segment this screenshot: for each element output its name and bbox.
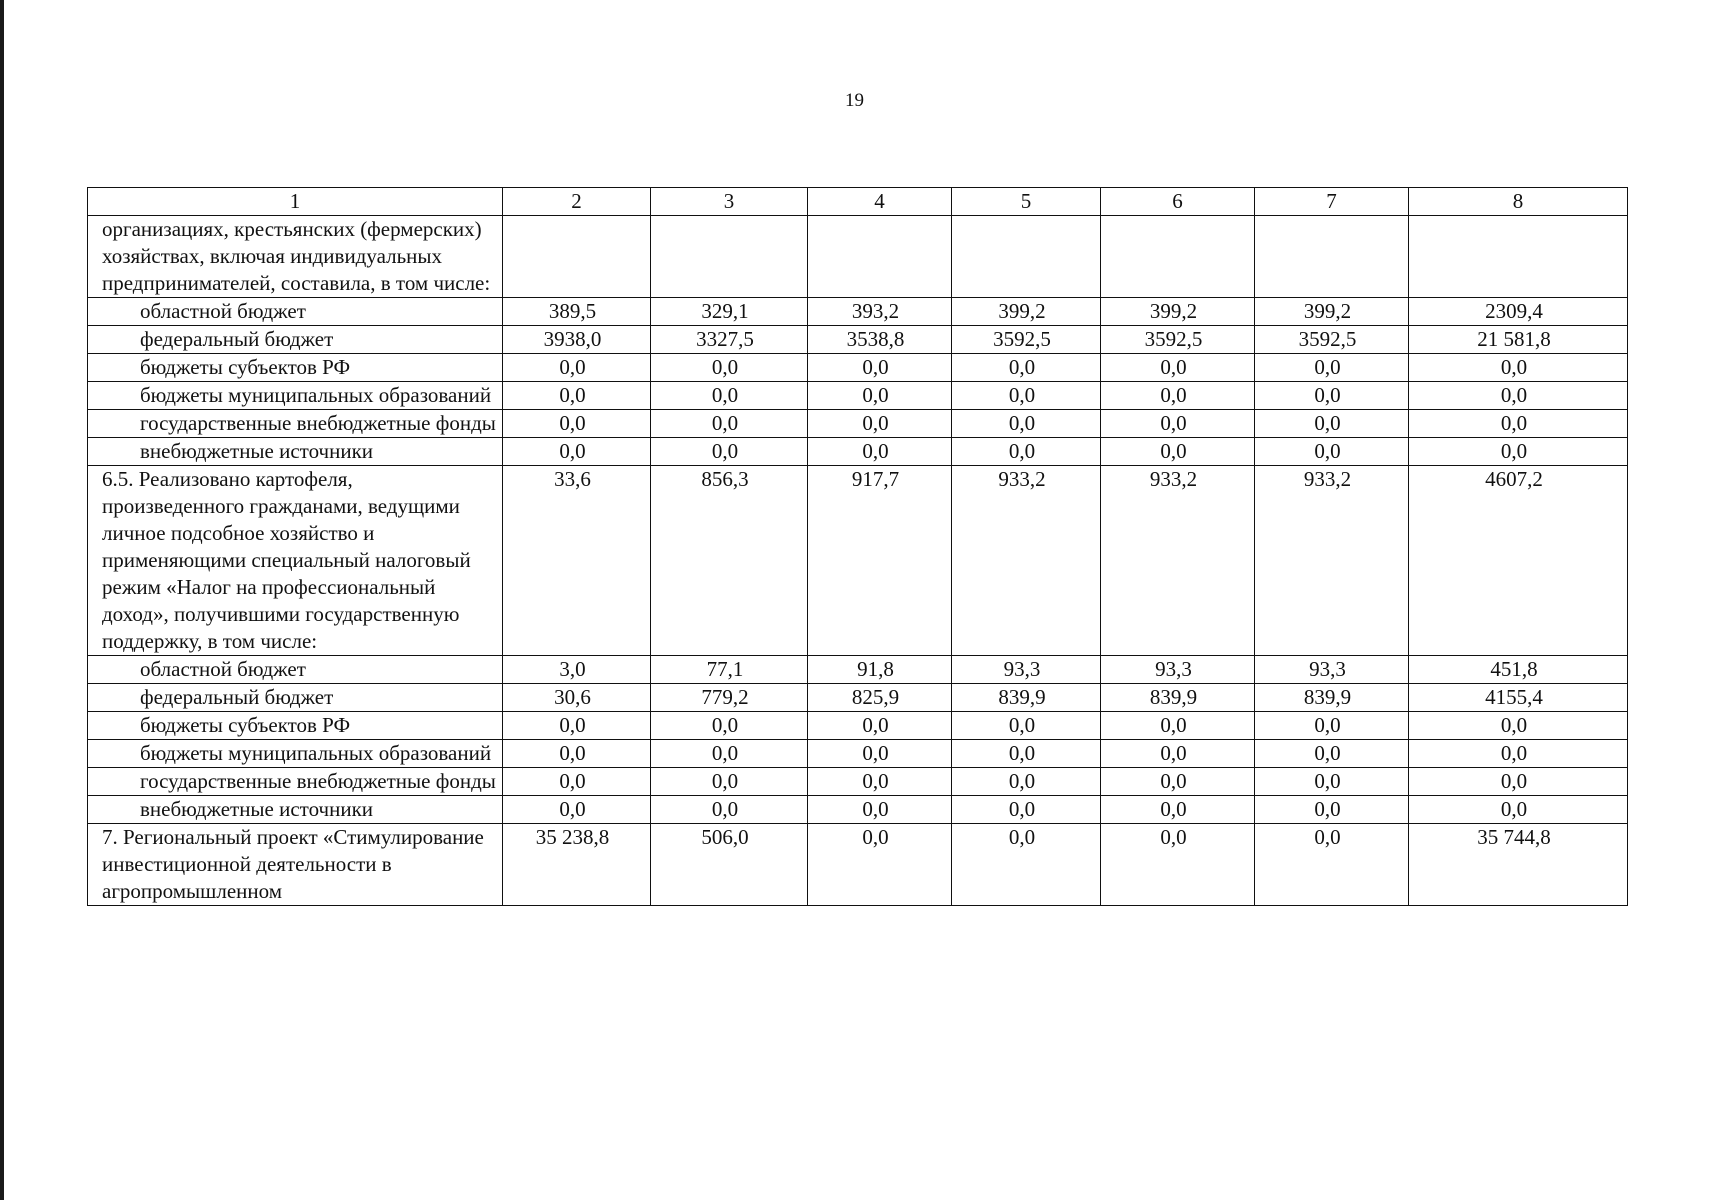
cell-value: 77,1 — [651, 656, 808, 684]
cell-value: 0,0 — [808, 354, 952, 382]
cell-value: 0,0 — [503, 768, 651, 796]
table-row — [88, 382, 1628, 410]
cell-value: 4155,4 — [1409, 684, 1628, 712]
row-label: областной бюджет — [88, 656, 503, 684]
cell-value: 389,5 — [503, 298, 651, 326]
cell-value: 0,0 — [503, 796, 651, 824]
cell-value: 933,2 — [1101, 466, 1255, 656]
column-header: 6 — [1101, 188, 1255, 216]
column-header: 8 — [1409, 188, 1628, 216]
cell-value — [1255, 216, 1409, 298]
cell-value — [952, 216, 1101, 298]
cell-value: 399,2 — [952, 298, 1101, 326]
cell-value: 393,2 — [808, 298, 952, 326]
cell-value: 0,0 — [952, 712, 1101, 740]
cell-value: 0,0 — [1409, 796, 1628, 824]
cell-value: 0,0 — [808, 410, 952, 438]
cell-value: 0,0 — [808, 438, 952, 466]
cell-value: 3592,5 — [1101, 326, 1255, 354]
cell-value: 93,3 — [1101, 656, 1255, 684]
cell-value: 839,9 — [1101, 684, 1255, 712]
row-label: бюджеты муниципальных образований — [88, 740, 503, 768]
cell-value: 35 744,8 — [1409, 824, 1628, 906]
row-label: государственные внебюджетные фонды — [88, 768, 503, 796]
cell-value: 4607,2 — [1409, 466, 1628, 656]
cell-value: 3,0 — [503, 656, 651, 684]
cell-value: 0,0 — [1409, 768, 1628, 796]
table-row — [88, 438, 1628, 466]
row-label: бюджеты муниципальных образований — [88, 382, 503, 410]
row-label: федеральный бюджет — [88, 684, 503, 712]
table-row — [88, 712, 1628, 740]
cell-value: 0,0 — [1409, 740, 1628, 768]
cell-value: 399,2 — [1255, 298, 1409, 326]
cell-value: 93,3 — [952, 656, 1101, 684]
cell-value: 0,0 — [503, 382, 651, 410]
cell-value: 0,0 — [651, 768, 808, 796]
table-row — [88, 410, 1628, 438]
cell-value: 0,0 — [808, 382, 952, 410]
cell-value: 0,0 — [651, 796, 808, 824]
cell-value: 856,3 — [651, 466, 808, 656]
table-row — [88, 216, 1628, 298]
cell-value: 0,0 — [1101, 712, 1255, 740]
column-header: 7 — [1255, 188, 1409, 216]
cell-value: 0,0 — [1101, 438, 1255, 466]
cell-value: 839,9 — [952, 684, 1101, 712]
cell-value: 0,0 — [651, 438, 808, 466]
cell-value: 3592,5 — [1255, 326, 1409, 354]
cell-value: 0,0 — [1255, 768, 1409, 796]
cell-value: 933,2 — [1255, 466, 1409, 656]
column-header: 4 — [808, 188, 952, 216]
cell-value: 0,0 — [651, 410, 808, 438]
cell-value: 0,0 — [1101, 382, 1255, 410]
cell-value: 35 238,8 — [503, 824, 651, 906]
cell-value: 0,0 — [808, 768, 952, 796]
table-row — [88, 824, 1628, 906]
row-label: бюджеты субъектов РФ — [88, 712, 503, 740]
cell-value: 0,0 — [503, 438, 651, 466]
row-label: 6.5. Реализовано картофеля, произведенного гражданами, ведущими личное подсобное хозяйство и применяющими специальный налоговый режим «Налог на профессиональный доход», получившими государственную поддержку, в том числе: — [88, 466, 503, 656]
cell-value: 0,0 — [808, 712, 952, 740]
cell-value: 0,0 — [503, 740, 651, 768]
cell-value: 329,1 — [651, 298, 808, 326]
cell-value: 0,0 — [1101, 740, 1255, 768]
cell-value: 399,2 — [1101, 298, 1255, 326]
cell-value: 0,0 — [952, 354, 1101, 382]
row-label: внебюджетные источники — [88, 438, 503, 466]
cell-value: 0,0 — [1409, 438, 1628, 466]
cell-value — [503, 216, 651, 298]
cell-value: 779,2 — [651, 684, 808, 712]
cell-value: 30,6 — [503, 684, 651, 712]
cell-value: 0,0 — [1255, 382, 1409, 410]
column-header: 2 — [503, 188, 651, 216]
cell-value: 0,0 — [1101, 796, 1255, 824]
cell-value: 3938,0 — [503, 326, 651, 354]
cell-value: 0,0 — [1101, 354, 1255, 382]
cell-value: 0,0 — [952, 382, 1101, 410]
cell-value: 0,0 — [1255, 824, 1409, 906]
row-label: областной бюджет — [88, 298, 503, 326]
column-header: 3 — [651, 188, 808, 216]
cell-value: 0,0 — [1255, 410, 1409, 438]
page-number: 19 — [845, 90, 864, 111]
cell-value: 0,0 — [1101, 768, 1255, 796]
table-row — [88, 768, 1628, 796]
row-label: организациях, крестьянских (фермерских) хозяйствах, включая индивидуальных предпринимателей, составила, в том числе: — [88, 216, 503, 298]
cell-value: 0,0 — [503, 712, 651, 740]
cell-value: 0,0 — [651, 712, 808, 740]
row-label: внебюджетные источники — [88, 796, 503, 824]
row-label: государственные внебюджетные фонды — [88, 410, 503, 438]
cell-value: 917,7 — [808, 466, 952, 656]
table-header-row — [88, 188, 1628, 216]
cell-value: 0,0 — [808, 740, 952, 768]
table-row — [88, 466, 1628, 656]
cell-value: 506,0 — [651, 824, 808, 906]
table-row — [88, 684, 1628, 712]
cell-value: 0,0 — [952, 740, 1101, 768]
column-header: 5 — [952, 188, 1101, 216]
cell-value: 0,0 — [1409, 382, 1628, 410]
cell-value: 839,9 — [1255, 684, 1409, 712]
cell-value: 0,0 — [1409, 712, 1628, 740]
cell-value: 0,0 — [1255, 712, 1409, 740]
cell-value: 451,8 — [1409, 656, 1628, 684]
cell-value: 0,0 — [808, 824, 952, 906]
cell-value: 0,0 — [651, 382, 808, 410]
table-row — [88, 656, 1628, 684]
cell-value: 0,0 — [1101, 410, 1255, 438]
table-row — [88, 740, 1628, 768]
table-row — [88, 298, 1628, 326]
cell-value: 0,0 — [952, 796, 1101, 824]
cell-value: 0,0 — [1409, 354, 1628, 382]
cell-value: 0,0 — [952, 824, 1101, 906]
row-label: 7. Региональный проект «Стимулирование инвестиционной деятельности в агропромышленном — [88, 824, 503, 906]
cell-value: 3327,5 — [651, 326, 808, 354]
table-row — [88, 326, 1628, 354]
cell-value: 0,0 — [1101, 824, 1255, 906]
cell-value: 0,0 — [1255, 438, 1409, 466]
cell-value: 3538,8 — [808, 326, 952, 354]
cell-value: 933,2 — [952, 466, 1101, 656]
row-label: бюджеты субъектов РФ — [88, 354, 503, 382]
cell-value: 0,0 — [1255, 796, 1409, 824]
cell-value: 0,0 — [651, 740, 808, 768]
cell-value: 3592,5 — [952, 326, 1101, 354]
cell-value: 2309,4 — [1409, 298, 1628, 326]
cell-value: 91,8 — [808, 656, 952, 684]
scan-edge — [0, 0, 4, 1200]
cell-value — [1101, 216, 1255, 298]
cell-value — [1409, 216, 1628, 298]
budget-table — [87, 187, 1628, 906]
cell-value: 33,6 — [503, 466, 651, 656]
cell-value — [651, 216, 808, 298]
cell-value — [808, 216, 952, 298]
table-row — [88, 796, 1628, 824]
cell-value: 0,0 — [952, 768, 1101, 796]
cell-value: 0,0 — [503, 410, 651, 438]
cell-value: 0,0 — [1255, 354, 1409, 382]
cell-value: 0,0 — [1409, 410, 1628, 438]
cell-value: 0,0 — [1255, 740, 1409, 768]
cell-value: 0,0 — [651, 354, 808, 382]
cell-value: 0,0 — [952, 438, 1101, 466]
column-header: 1 — [88, 188, 503, 216]
cell-value: 825,9 — [808, 684, 952, 712]
table-row — [88, 354, 1628, 382]
cell-value: 0,0 — [808, 796, 952, 824]
cell-value: 21 581,8 — [1409, 326, 1628, 354]
cell-value: 93,3 — [1255, 656, 1409, 684]
cell-value: 0,0 — [503, 354, 651, 382]
row-label: федеральный бюджет — [88, 326, 503, 354]
cell-value: 0,0 — [952, 410, 1101, 438]
